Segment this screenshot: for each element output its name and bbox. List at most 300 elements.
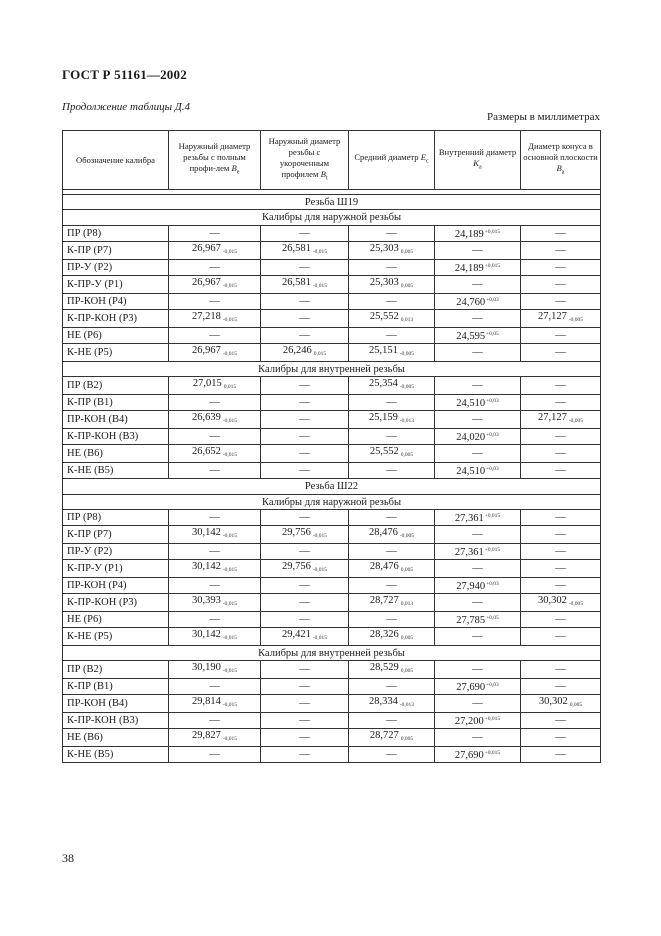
table-cell [169,559,261,577]
dash-mark: — [299,698,310,710]
gauge-group-row [63,645,601,660]
gauge-designation: НЕ (Р6) [63,327,169,343]
dash-mark: — [386,545,397,557]
column-header [63,131,169,190]
tolerance-lower: -0,015 [222,350,238,357]
dash-mark: — [386,511,397,523]
thread-section-row [63,479,601,494]
table-cell [521,525,601,543]
gauge-designation: НЕ (В6) [63,445,169,463]
dash-mark: — [209,511,220,523]
table-cell [169,275,261,293]
table-cell [169,429,261,445]
table-cell [261,661,349,679]
table-cell [435,679,521,695]
table-cell [169,679,261,695]
column-header [435,131,521,190]
column-header-symbol: $E_c$ [420,152,429,165]
gauge-designation: К-ПР (Р7) [63,241,169,259]
tolerance-upper: +0,03 [486,432,499,439]
table-row [63,445,601,463]
table-row [63,241,601,259]
tolerance-lower: -0,015 [222,452,238,459]
dash-mark: — [472,630,483,642]
dash-mark: — [472,346,483,358]
table-cell [169,327,261,343]
tolerance-lower: -0,005 [568,316,584,323]
table-cell [349,343,435,361]
table-cell [261,577,349,593]
dash-mark: — [299,261,310,273]
gauge-designation: НЕ (В6) [63,729,169,747]
table-cell [261,627,349,645]
tolerance-lower: -0,015 [312,634,328,641]
table-cell [349,241,435,259]
table-cell [261,747,349,763]
dash-mark: — [386,715,397,727]
cell-value: 27,127 [537,412,567,424]
cell-value: 25,303 [369,242,399,254]
cell-value: 30,190 [191,662,221,674]
table-cell [435,695,521,713]
cell-value: 30,142 [191,526,221,538]
table-cell [169,259,261,275]
table-cell [169,377,261,395]
dash-mark: — [555,749,566,761]
gauge-designation: К-ПР (Р7) [63,525,169,543]
dash-mark: — [555,465,566,477]
table-cell [349,543,435,559]
gauge-designation: ПР (Р8) [63,509,169,525]
table-cell [521,679,601,695]
cell-value: 24,189 [454,262,484,274]
table-cell [349,611,435,627]
table-cell [521,429,601,445]
column-header [169,131,261,190]
table-cell [169,225,261,241]
table-cell [349,559,435,577]
column-header-symbol: $B_e$ [231,163,240,176]
gauge-group-title: Калибры для наружной резьбы [63,494,601,509]
cell-value: 29,756 [281,526,311,538]
tolerance-lower: 0,005 [400,736,414,743]
table-cell [349,577,435,593]
dash-mark: — [386,261,397,273]
dash-mark: — [386,613,397,625]
tolerance-lower: 0,005 [400,282,414,289]
gauge-group-title: Калибры для наружной резьбы [63,210,601,225]
dash-mark: — [299,397,310,409]
table-row [63,225,601,241]
document-title: ГОСТ Р 51161—2002 [62,67,187,82]
table-cell [261,445,349,463]
table-cell [169,593,261,611]
table-row [63,611,601,627]
dash-mark: — [299,295,310,307]
table-row [63,525,601,543]
dash-mark: — [555,545,566,557]
dash-mark: — [555,278,566,290]
column-header-symbol: $B_a$ [556,163,565,176]
dash-mark: — [299,414,310,426]
table-row [63,577,601,593]
dash-mark: — [299,613,310,625]
table-cell [521,293,601,309]
table-cell [169,729,261,747]
dash-mark: — [555,431,566,443]
cell-value: 25,552 [369,446,399,458]
gauge-designation: К-ПР-КОН (Р3) [63,593,169,611]
table-cell [521,411,601,429]
table-cell [169,395,261,411]
tolerance-lower: 0,005 [569,702,583,709]
cell-value: 27,218 [191,310,221,322]
table-cell [435,559,521,577]
gauge-designation: ПР (В2) [63,377,169,395]
table-row [63,627,601,645]
dash-mark: — [386,465,397,477]
tolerance-upper: +0,015 [484,228,501,235]
table-cell [169,509,261,525]
dash-mark: — [472,562,483,574]
page-number: 38 [62,851,74,865]
table-row [63,713,601,729]
tolerance-lower: -0,015 [222,532,238,539]
dash-mark: — [555,380,566,392]
gauge-designation: ПР-КОН (Р4) [63,577,169,593]
cell-value: 26,967 [191,276,221,288]
dash-mark: — [555,397,566,409]
table-cell [349,293,435,309]
tolerance-lower: -0,015 [222,316,238,323]
table-cell [349,509,435,525]
tolerance-lower: -0,005 [399,350,415,357]
table-cell [521,577,601,593]
dash-mark: — [299,579,310,591]
gauge-designation: ПР-КОН (В4) [63,411,169,429]
tolerance-lower: -0,005 [568,418,584,425]
tolerance-lower: -0,015 [222,282,238,289]
dash-mark: — [299,227,310,239]
cell-value: 28,334 [368,696,398,708]
tolerance-lower: -0,015 [222,418,238,425]
cell-value: 28,727 [369,730,399,742]
dash-mark: — [209,545,220,557]
tolerance-lower: -0,005 [568,600,584,607]
table-row [63,559,601,577]
table-cell [349,327,435,343]
column-header-text: Обозначение калибра [76,154,155,165]
tolerance-lower: -0,015 [312,248,328,255]
dash-mark: — [472,278,483,290]
dash-mark: — [555,732,566,744]
column-header-symbol: $B_t$ [320,168,328,182]
dash-mark: — [555,261,566,273]
cell-value: 26,652 [191,446,221,458]
table-cell [261,729,349,747]
dash-mark: — [299,329,310,341]
table-cell [521,309,601,327]
table-cell [521,445,601,463]
table-row [63,729,601,747]
table-cell [261,593,349,611]
dash-mark: — [472,664,483,676]
cell-value: 28,326 [369,628,399,640]
cell-value: 25,552 [369,310,399,322]
table-cell [349,661,435,679]
table-cell [169,611,261,627]
table-cell [349,445,435,463]
cell-value: 25,303 [369,276,399,288]
dash-mark: — [299,431,310,443]
table-row [63,343,601,361]
cell-value: 28,529 [369,662,399,674]
dash-mark: — [209,329,220,341]
table-cell [435,525,521,543]
table-cell [521,225,601,241]
table-cell [261,509,349,525]
table-cell [435,259,521,275]
dash-mark: — [209,397,220,409]
table-continuation-caption: Продолжение таблицы Д.4 [62,101,191,113]
tolerance-lower: -0,013 [399,702,415,709]
table-cell [349,729,435,747]
table-cell [435,429,521,445]
table-cell [261,225,349,241]
table-cell [521,509,601,525]
cell-value: 29,814 [191,696,221,708]
cell-value: 24,510 [456,398,486,410]
cell-value: 29,421 [281,628,311,640]
table-cell [435,411,521,429]
table-cell [349,225,435,241]
table-cell [261,395,349,411]
table-cell [521,395,601,411]
cell-value: 27,690 [456,682,486,694]
dash-mark: — [386,397,397,409]
table-cell [435,611,521,627]
table-cell [349,377,435,395]
dash-mark: — [555,227,566,239]
table-cell [169,293,261,309]
table-cell [521,543,601,559]
table-cell [521,747,601,763]
table-cell [521,729,601,747]
table-cell [261,713,349,729]
table-cell [349,695,435,713]
table-cell [435,309,521,327]
table-cell [261,611,349,627]
cell-value: 27,361 [454,512,484,524]
table-cell [169,713,261,729]
table-cell [435,377,521,395]
dash-mark: — [209,681,220,693]
table-cell [435,627,521,645]
column-header-text: Диаметр конуса в основной плоскости [523,141,598,163]
gauge-designation: К-ПР-У (Р1) [63,275,169,293]
column-header [261,131,349,190]
cell-value: 26,967 [191,242,221,254]
dash-mark: — [209,715,220,727]
table-cell [261,695,349,713]
column-header [521,131,601,190]
column-header-text: Средний диаметр [354,152,419,163]
gauge-designation: К-ПР (В1) [63,395,169,411]
table-cell [435,729,521,747]
table-cell [435,395,521,411]
dash-mark: — [299,596,310,608]
gauge-designation: ПР-У (Р2) [63,543,169,559]
table-row [63,593,601,611]
table-cell [349,259,435,275]
dash-mark: — [555,681,566,693]
gauge-dimensions-table [62,130,601,763]
table-cell [261,309,349,327]
cell-value: 25,151 [368,344,398,356]
table-cell [435,577,521,593]
cell-value: 27,127 [537,310,567,322]
table-cell [435,713,521,729]
table-cell [261,463,349,479]
table-row [63,695,601,713]
gauge-designation: К-НЕ (Р5) [63,343,169,361]
cell-value: 28,727 [369,594,399,606]
tolerance-lower: -0,015 [312,566,328,573]
column-header-text: Наружный диаметр резьбы с укороченным профилем [268,135,341,179]
table-cell [521,377,601,395]
tolerance-upper: +0,03 [486,682,499,689]
table-cell [349,713,435,729]
dash-mark: — [386,579,397,591]
table-cell [521,593,601,611]
dash-mark: — [472,414,483,426]
table-cell [349,679,435,695]
table-cell [435,463,521,479]
table-cell [261,679,349,695]
table-cell [261,411,349,429]
cell-value: 24,189 [454,228,484,240]
tolerance-lower: -0,015 [222,668,238,675]
table-cell [261,559,349,577]
thread-section-row [63,195,601,210]
cell-value: 30,302 [538,696,568,708]
dash-mark: — [299,511,310,523]
table-cell [435,593,521,611]
dash-mark: — [299,448,310,460]
cell-value: 24,020 [456,432,486,444]
table-cell [521,343,601,361]
gauge-group-row [63,494,601,509]
tolerance-lower: -0,005 [399,532,415,539]
table-cell [169,309,261,327]
gauge-designation: К-ПР-У (Р1) [63,559,169,577]
dash-mark: — [299,380,310,392]
gauge-designation: К-НЕ (Р5) [63,627,169,645]
table-cell [435,543,521,559]
dash-mark: — [209,227,220,239]
column-header-text: Наружный диаметр резьбы с полным профи-лем [178,141,251,174]
dash-mark: — [472,448,483,460]
tolerance-lower: 0,005 [400,668,414,675]
tolerance-upper: +0,015 [484,512,501,519]
dash-mark: — [472,244,483,256]
table-cell [169,661,261,679]
tolerance-upper: +0,03 [486,398,499,405]
table-cell [169,747,261,763]
table-cell [169,577,261,593]
table-cell [521,259,601,275]
tolerance-lower: 0,013 [400,600,414,607]
table-cell [169,241,261,259]
dash-mark: — [555,630,566,642]
tolerance-upper: +0,03 [486,580,499,587]
table-row [63,429,601,445]
dash-mark: — [472,596,483,608]
dash-mark: — [299,749,310,761]
cell-value: 27,940 [456,580,486,592]
dash-mark: — [386,227,397,239]
table-row [63,293,601,309]
table-cell [521,463,601,479]
table-row [63,259,601,275]
dash-mark: — [386,295,397,307]
cell-value: 28,476 [368,526,398,538]
dash-mark: — [555,244,566,256]
cell-value: 24,760 [456,296,486,308]
tolerance-lower: 0,005 [400,452,414,459]
tolerance-lower: -0,015 [312,282,328,289]
table-cell [169,627,261,645]
gauge-designation: ПР-КОН (В4) [63,695,169,713]
column-header-symbol: $K_a$ [473,157,482,171]
table-cell [435,661,521,679]
units-note: Размеры в миллиметрах [487,111,600,123]
table-cell [521,327,601,343]
gauge-designation: К-ПР (В1) [63,679,169,695]
table-cell [169,695,261,713]
dash-mark: — [209,295,220,307]
table-cell [261,259,349,275]
cell-value: 26,639 [191,412,221,424]
table-row [63,679,601,695]
table-cell [169,411,261,429]
table-row [63,411,601,429]
tolerance-lower: -0,005 [399,384,415,391]
dash-mark: — [555,295,566,307]
dash-mark: — [299,715,310,727]
table-cell [435,225,521,241]
table-cell [261,377,349,395]
tolerance-lower: 0,005 [400,634,414,641]
tolerance-lower: -0,015 [312,532,328,539]
cell-value: 25,354 [368,378,398,390]
table-cell [169,343,261,361]
tolerance-upper: +0,03 [486,296,499,303]
cell-value: 27,690 [454,750,484,762]
table-cell [169,463,261,479]
gauge-designation: К-ПР-КОН (В3) [63,429,169,445]
dash-mark: — [555,579,566,591]
column-header-symbol-index: e [236,169,240,176]
table-cell [435,275,521,293]
cell-value: 27,361 [454,546,484,558]
table-cell [521,661,601,679]
gauge-designation: ПР-У (Р2) [63,259,169,275]
table-cell [261,429,349,445]
table-cell [349,627,435,645]
table-cell [261,293,349,309]
tolerance-lower: -0,015 [222,600,238,607]
